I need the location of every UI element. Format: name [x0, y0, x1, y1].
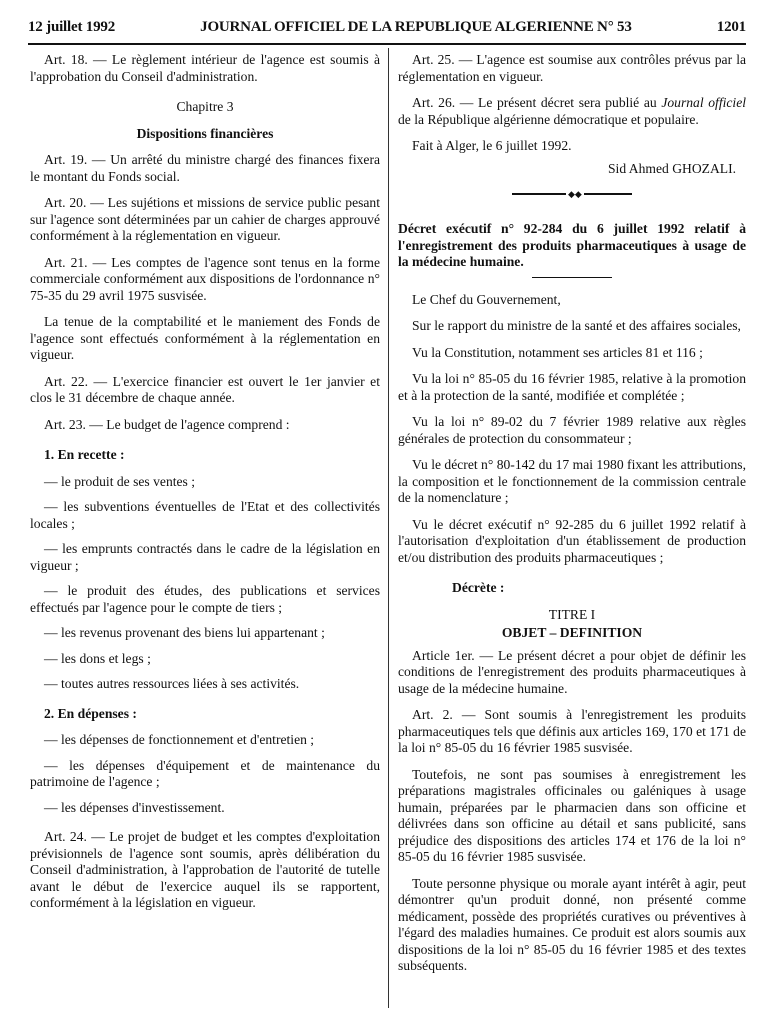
list-item: — le produit de ses ventes ; — [44, 473, 196, 489]
article-21: Art. 21. — Les comptes de l'agence sont tenus en la forme commerciale conformément aux dispositions de l'ordonnance n° 75-35 du 29 avril 1975 susvisée. — [30, 254, 380, 303]
header-page-number: 1201 — [716, 19, 746, 35]
header-title: JOURNAL OFFICIEL DE LA REPUBLIQUE ALGERIENNE N° 53 — [200, 19, 632, 35]
section-depenses-number: 2. — [44, 705, 55, 721]
signature: Sid Ahmed GHOZALI. — [608, 160, 736, 176]
separator — [398, 187, 746, 201]
article-26 — [398, 95, 746, 128]
list-item: — les revenus provenant des biens lui appartenant ; — [44, 625, 325, 640]
article-26-text: Art. 26. — Le présent décret sera publié au — [412, 95, 657, 110]
journal-officiel-reference: Journal officiel — [661, 95, 747, 110]
article-2: Art. 2. — Sont soumis à l'enregistrement les produits pharmaceutiques tels que définis aux articles 169, 170 et 171 de la loi n° 85-05 du 16 février 1985 susvisée. — [398, 707, 746, 755]
chapter-title: Dispositions financières — [136, 125, 274, 141]
titre-number: TITRE I — [548, 606, 596, 622]
article-25: Art. 25. — L'agence est soumise aux contrôles prévus par la réglementation en vigueur. — [398, 52, 746, 84]
article-22: Art. 22. — L'exercice financier est ouvert le 1er janvier et clos le 31 décembre de chaque année. — [30, 373, 380, 405]
header-rule — [28, 43, 746, 45]
header-date: 12 juillet 1992 — [28, 19, 115, 35]
article-26-text-end: de la République algérienne démocratique et populaire. — [398, 111, 699, 127]
section-depenses — [30, 706, 380, 723]
column-divider — [388, 48, 389, 1008]
right-column — [398, 52, 746, 985]
list-item: — les dépenses d'équipement et de maintenance du patrimoine de l'agence ; — [30, 757, 380, 789]
decree-title: Décret exécutif n° 92-284 du 6 juillet 1992 relatif à l'enregistrement des produits pharmaceutiques à usage de la médecine humaine. — [398, 221, 746, 269]
chapter-number: Chapitre 3 — [176, 99, 234, 114]
section-recette-number: 1. — [44, 447, 55, 462]
list-item: — les subventions éventuelles de l'Etat et des collectivités locales ; — [30, 499, 380, 531]
titre-name: OBJET – DEFINITION — [501, 625, 643, 640]
visa-rapport: Sur le rapport du ministre de la santé et des affaires sociales, — [412, 318, 741, 333]
article-2-paragraph-3: Toute personne physique ou morale ayant intérêt à agir, peut démontrer qu'un produit donné, non présenté comme médicament, possède des propriétés curatives ou préventives à l'égard des maladies humaines. Ce produit est alors soumis aux dispositions de la loi n° 85-05 du 16 février 1985 et des textes subséquents. — [398, 875, 746, 973]
visa-loi-89-02: Vu la loi n° 89-02 du 7 février 1989 relative aux règles générales de protection du consommateur ; — [398, 414, 746, 446]
page-header — [28, 19, 746, 43]
article-20: Art. 20. — Les sujétions et missions de service public pesant sur l'agence sont déterminées par un cahier de charges approuvé conformément à la réglementation en vigueur. — [30, 195, 380, 243]
article-2-paragraph-2: Toutefois, ne sont pas soumises à enregistrement les préparations magistrales officinales ou galéniques à usage humain, préparées par le pharmacien dans son officine et délivrées dans son officine au détail et sans publicité, sans préjudice des dispositions des articles 174 et 176 de la loi n° 85-05 du 16 février 1985 susvisée. — [398, 766, 746, 864]
visa-loi-85-05: Vu la loi n° 85-05 du 16 février 1985, relative à la promotion et à la protection de la santé, modifiée et complétée ; — [398, 371, 746, 403]
article-19: Art. 19. — Un arrêté du ministre chargé des finances fixera le montant du Fonds social. — [30, 152, 380, 184]
ornament-icon: ◆◆ — [568, 189, 582, 199]
article-23: Art. 23. — Le budget de l'agence comprend : — [44, 416, 290, 432]
article-18: Art. 18. — Le règlement intérieur de l'agence est soumis à l'approbation du Conseil d'administration. — [30, 52, 380, 84]
decrete-heading: Décrète : — [452, 580, 505, 595]
visa-decret-92-285: Vu le décret exécutif n° 92-285 du 6 juillet 1992 relatif à l'autorisation d'exploitation d'un établissement de production et/ou distribution des produits pharmaceutiques ; — [398, 516, 746, 565]
section-recette — [30, 447, 380, 464]
section-recette-title: En recette : — [57, 447, 125, 462]
list-item: — le produit des études, des publications et services effectués par l'agence pour le compte de tiers ; — [30, 583, 380, 615]
visa-constitution: Vu la Constitution, notamment ses articles 81 et 116 ; — [412, 344, 703, 360]
list-item: — les dépenses de fonctionnement et d'entretien ; — [44, 732, 315, 747]
list-item: — les emprunts contractés dans le cadre de la législation en vigueur ; — [30, 541, 380, 573]
chef-du-gouvernement: Le Chef du Gouvernement, — [412, 291, 561, 307]
section-depenses-title: En dépenses : — [57, 705, 137, 721]
list-item: — toutes autres ressources liées à ses activités. — [44, 676, 300, 691]
list-item: — les dons et legs ; — [44, 650, 151, 666]
list-item: — les dépenses d'investissement. — [44, 799, 225, 815]
article-24: Art. 24. — Le projet de budget et les comptes d'exploitation prévisionnels de l'agence sont soumis, après délibération du Conseil d'administration, à l'approbation de l'autorité de tutelle avant le début de l'exercice auquel ils se rapportent, conformément à la législation en vigueur. — [30, 829, 380, 910]
visa-decret-80-142: Vu le décret n° 80-142 du 17 mai 1980 fixant les attributions, la composition et le fonctionnement de la commission centrale de la nomenclature ; — [398, 457, 746, 505]
place-date: Fait à Alger, le 6 juillet 1992. — [412, 138, 572, 153]
left-column — [30, 52, 380, 922]
article-1: Article 1er. — Le présent décret a pour objet de définir les conditions de l'enregistrement des produits pharmaceutiques à usage de la médecine humaine. — [398, 647, 746, 696]
title-rule — [532, 277, 612, 278]
article-21-paragraph-2: La tenue de la comptabilité et le maniement des Fonds de l'agence sont effectués conformément à la réglementation en vigueur. — [30, 314, 380, 362]
